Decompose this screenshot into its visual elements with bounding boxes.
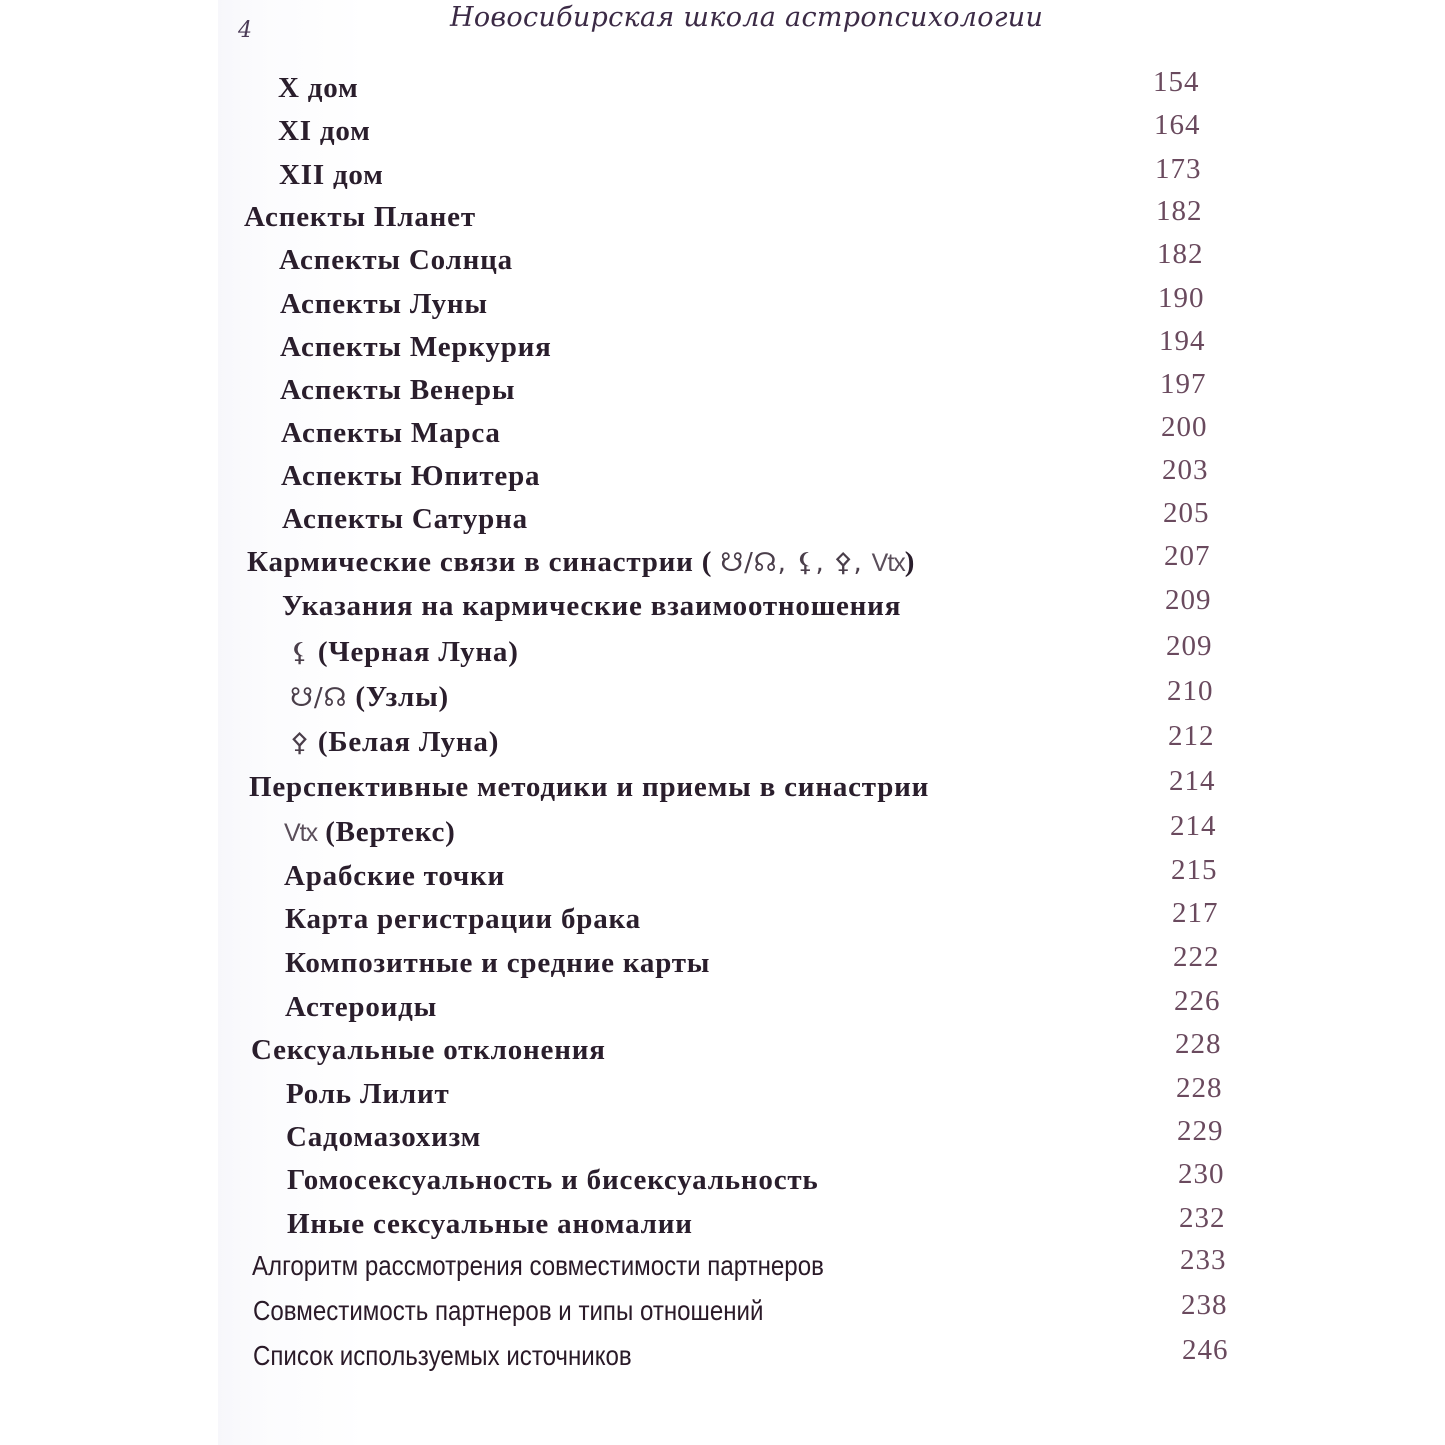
toc-entry-page: 210 — [1167, 675, 1214, 707]
toc-entry — [0, 1289, 1445, 1335]
toc-entry-page: 200 — [1161, 411, 1208, 443]
toc-entry-text: Садомазохизм — [286, 1121, 482, 1153]
toc-entry-page: 194 — [1159, 325, 1206, 357]
toc-entry-title — [278, 115, 371, 148]
astro-symbol-icon: ⚸ — [290, 638, 310, 668]
toc-entry-text: Аспекты Меркурия — [280, 331, 552, 363]
toc-entry — [0, 368, 1445, 414]
running-head: Новосибирская школа астропсихологии — [450, 2, 1044, 33]
toc-entry — [0, 1202, 1445, 1248]
toc-entry-page: 182 — [1156, 195, 1203, 227]
toc-entry — [0, 584, 1445, 630]
toc-entry-title — [247, 546, 915, 579]
toc-entry-text: Роль Лилит — [286, 1078, 450, 1110]
toc-entry — [0, 454, 1445, 500]
toc-entry-text: Иные сексуальные аномалии — [287, 1208, 693, 1240]
toc-entry-title — [244, 201, 476, 234]
toc-entry-page: 228 — [1175, 1028, 1222, 1060]
toc-entry — [0, 540, 1445, 586]
page-number: 4 — [238, 18, 252, 43]
toc-entry-page: 222 — [1173, 941, 1220, 973]
toc-entry — [0, 941, 1445, 987]
toc-entry — [0, 497, 1445, 543]
toc-entry-title — [287, 1208, 693, 1241]
toc-entry-page: 182 — [1157, 238, 1204, 270]
toc-entry-text: Совместимость партнеров и типы отношений — [253, 1295, 764, 1326]
toc-entry-text: (Черная Луна) — [317, 636, 519, 668]
toc-entry-page: 154 — [1153, 66, 1200, 98]
toc-entry-text: Сексуальные отклонения — [251, 1034, 606, 1066]
toc-entry-title — [280, 288, 488, 321]
toc-entry-page: 164 — [1154, 109, 1201, 141]
toc-entry-page: 217 — [1172, 897, 1219, 929]
toc-entry-title — [281, 417, 501, 450]
toc-entry-text: (Белая Луна) — [317, 726, 500, 758]
toc-entry-text: XI дом — [278, 115, 371, 147]
toc-entry-text: Алгоритм рассмотрения совместимости партнеров — [252, 1250, 824, 1281]
toc-entry-page: 233 — [1180, 1244, 1227, 1276]
toc-entry-text: (Вертекс) — [325, 816, 456, 848]
toc-entry — [0, 1115, 1445, 1161]
toc-entry — [0, 153, 1445, 199]
toc-entry-text: Аспекты Сатурна — [282, 503, 528, 535]
toc-entry-page: 212 — [1168, 720, 1215, 752]
toc-entry-title — [278, 72, 359, 105]
toc-entry-title — [285, 947, 710, 980]
toc-entry-title — [282, 590, 901, 623]
toc-entry-text: Аспекты Солнца — [279, 244, 513, 276]
toc-entry-title — [284, 816, 456, 849]
toc-entry — [0, 411, 1445, 457]
toc-entry-text: Аспекты Юпитера — [281, 460, 541, 492]
toc-entry-text: Астероиды — [285, 991, 438, 1023]
toc-entry-title — [286, 1078, 450, 1111]
toc-entry — [0, 630, 1445, 676]
toc-entry — [0, 325, 1445, 371]
toc-entry-page: 215 — [1171, 854, 1218, 886]
vertex-symbol-icon: Vtx — [284, 819, 318, 847]
toc-entry-title — [287, 1164, 819, 1197]
toc-entry-text: Аспекты Венеры — [280, 374, 516, 406]
toc-entry-text: Гомосексуальность и бисексуальность — [287, 1164, 819, 1196]
toc-entry-title — [252, 1250, 824, 1282]
toc-entry-page: 190 — [1158, 282, 1205, 314]
toc-entry-title — [280, 331, 552, 364]
toc-entry-title — [285, 991, 437, 1024]
toc-entry — [0, 897, 1445, 943]
toc-entry-page: 238 — [1181, 1289, 1228, 1321]
toc-entry-page: 197 — [1160, 368, 1207, 400]
toc-entry-text: Перспективные методики и приемы в синастрии — [249, 771, 930, 803]
toc-entry — [0, 1028, 1445, 1074]
toc-entry — [0, 1158, 1445, 1204]
toc-entry-title — [290, 636, 519, 669]
toc-entry — [0, 765, 1445, 811]
toc-entry — [0, 238, 1445, 284]
toc-entry-page: 230 — [1178, 1158, 1225, 1190]
toc-entry-title — [282, 503, 528, 536]
toc-entry-text: X дом — [278, 72, 359, 104]
astro-symbols-icon: ☋/☊, ⚸, ⚴, — [720, 548, 872, 578]
toc-entry — [0, 1334, 1445, 1380]
toc-entry — [0, 854, 1445, 900]
toc-entry-text: Список используемых источников — [253, 1340, 632, 1371]
toc-entry-page: 203 — [1162, 454, 1209, 486]
toc-entry-text: Аспекты Марса — [281, 417, 501, 449]
toc-entry — [0, 1244, 1445, 1290]
toc-entry-title — [290, 681, 449, 714]
toc-entry-title — [286, 1121, 481, 1154]
toc-entry-page: 205 — [1163, 497, 1210, 529]
toc-entry — [0, 282, 1445, 328]
astro-symbol-icon: ⚴ — [290, 728, 310, 758]
toc-entry — [0, 1072, 1445, 1118]
toc-entry-title — [253, 1295, 763, 1327]
toc-entry-text: Кармические связи в синастрии ( — [247, 546, 713, 578]
toc-entry — [0, 109, 1445, 155]
toc-entry-page: 214 — [1170, 810, 1217, 842]
toc-entry-text: Аспекты Планет — [244, 201, 476, 233]
toc-entry-text: XII дом — [279, 159, 384, 191]
toc-entry-page: 226 — [1174, 985, 1221, 1017]
toc-entry-text: Карта регистрации брака — [285, 903, 641, 935]
toc-entry-title — [284, 860, 505, 893]
toc-entry — [0, 675, 1445, 721]
toc-entry-page: 209 — [1165, 584, 1212, 616]
toc-entry-text: Аспекты Луны — [280, 288, 488, 320]
astro-symbol-icon: ☋/☊ — [290, 683, 348, 713]
toc-entry — [0, 66, 1445, 112]
toc-entry — [0, 985, 1445, 1031]
toc-entry-title — [251, 1034, 606, 1067]
toc-entry-text: Указания на кармические взаимоотношения — [282, 590, 902, 622]
toc-entry-page: 246 — [1182, 1334, 1229, 1366]
toc-entry-title — [279, 159, 384, 192]
toc-entry-page: 207 — [1164, 540, 1211, 572]
toc-entry-title — [249, 771, 929, 804]
toc-entry — [0, 810, 1445, 856]
toc-entry-title — [279, 244, 513, 277]
toc-entry-title — [290, 726, 499, 759]
toc-entry-text: (Узлы) — [355, 681, 450, 713]
toc-entry-page: 173 — [1155, 153, 1202, 185]
closing-paren: ) — [904, 546, 916, 578]
vertex-symbol-icon: Vtx — [871, 549, 905, 577]
toc-entry-page: 229 — [1177, 1115, 1224, 1147]
toc-entry — [0, 720, 1445, 766]
toc-entry-title — [285, 903, 641, 936]
toc-entry — [0, 195, 1445, 241]
toc-entry-page: 209 — [1166, 630, 1213, 662]
toc-entry-page: 228 — [1176, 1072, 1223, 1104]
toc-entry-title — [281, 460, 540, 493]
toc-entry-title — [280, 374, 515, 407]
toc-entry-page: 232 — [1179, 1202, 1226, 1234]
toc-entry-text: Композитные и средние карты — [285, 947, 711, 979]
toc-entry-page: 214 — [1169, 765, 1216, 797]
toc-entry-text: Арабские точки — [284, 860, 506, 892]
toc-entry-title — [253, 1340, 632, 1372]
